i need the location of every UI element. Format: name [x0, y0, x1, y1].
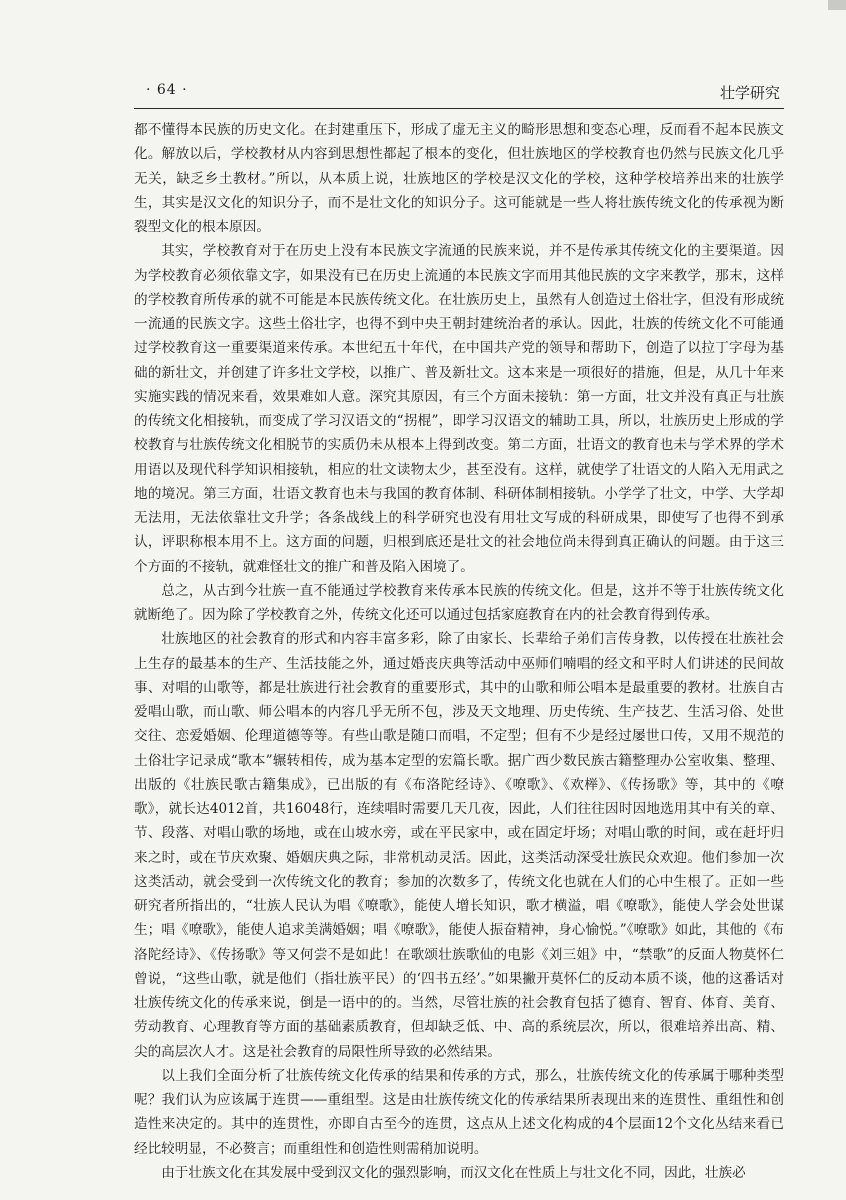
paragraph-continued: 都不懂得本民族的历史文化。在封建重压下，形成了虚无主义的畸形思想和变态心理，反而看不起本民族文化。解放以后，学校教材从内容到思想性都起了根本的变化，但壮族地区的学校教育也仍然与民族文化几乎无关，缺乏乡土教材。”所以，从本质上说，壮族地区的学校是汉文化的学校，这种学校培养出来的壮族学生，其实是汉文化的知识分子，而不是壮文化的知识分子。这可能就是一些人将壮族传统文化的传承视为断裂型文化的根本原因。	[134, 122, 784, 235]
scan-corner-mark	[828, 0, 846, 10]
article-body	[134, 118, 784, 1185]
paragraph-summary: 总之，从古到今壮族一直不能通过学校教育来传承本民族的传统文化。但是，这并不等于壮族传统文化就断绝了。因为除了学校教育之外，传统文化还可以通过包括家庭教育在内的社会教育得到传承。	[134, 582, 784, 623]
page-number: · 64 ·	[146, 82, 188, 98]
journal-title: 壮学研究	[719, 84, 780, 102]
paragraph-transmission-type: 以上我们全面分析了壮族传统文化传承的结果和传承的方式，那么，壮族传统文化的传承属于哪种类型呢？我们认为应该属于连贯——重组型。这是由壮族传统文化的传承结果所表现出来的连贯性、重组性和创造性来决定的。其中的连贯性，亦即自古至今的连贯，这点从上述文化构成的4个层面12个文化丛结来看已经比较明显，不必赘言；而重组性和创造性则需稍加说明。	[134, 1067, 784, 1157]
header-rule	[134, 108, 784, 109]
paragraph-han-influence: 由于壮族文化在其发展中受到汉文化的强烈影响，而汉文化在性质上与壮文化不同，因此，壮族必	[161, 1164, 746, 1181]
paragraph-school-education: 其实，学校教育对于在历史上没有本民族文字流通的民族来说，并不是传承其传统文化的主要渠道。因为学校教育必须依靠文字，如果没有已在历史上流通的本民族文字而用其他民族的文字来教学，那末，这样的学校教育所传承的就不可能是本民族传统文化。在壮族历史上，虽然有人创造过土俗壮字，但没有形成统一流通的民族文字。这些土俗壮字，也得不到中央王朝封建统治者的承认。因此，壮族的传统文化不可能通过学校教育这一重要渠道来传承。本世纪五十年代，在中国共产党的领导和帮助下，创造了以拉丁字母为基础的新壮文，并创建了许多壮文学校，以推广、普及新壮文。这本来是一项很好的措施，但是，从几十年来实施实践的情况来看，效果难如人意。深究其原因，有三个方面未接轨：第一方面，壮文并没有真正与壮族的传统文化相接轨，而变成了学习汉语文的“拐棍”，即学习汉语文的辅助工具，所以，壮族历史上形成的学校教育与壮族传统文化相脱节的实质仍未从根本上得到改变。第二方面，壮语文的教育也未与学术界的学术用语以及现代科学知识相接轨，相应的壮文读物太少，甚至没有。这样，就使学了壮语文的人陷入无用武之地的境况。第三方面，壮语文教育也未与我国的教育体制、科研体制相接轨。小学学了壮文，中学、大学却无法用，无法依靠壮文升学；各条战线上的科学研究也没有用壮文写成的科研成果，即使写了也得不到承认，评职称根本用不上。这方面的问题，归根到底还是壮文的社会地位尚未得到真正确认的问题。由于这三个方面的不接轨，就难怪壮文的推广和普及陷入困境了。	[134, 243, 784, 575]
running-header	[134, 82, 784, 104]
paragraph-social-education: 壮族地区的社会教育的形式和内容丰富多彩，除了由家长、长辈给子弟们言传身教，以传授在壮族社会上生存的最基本的生产、生活技能之外，通过婚丧庆典等活动中巫师们喃唱的经文和平时人们讲述的民间故事、对唱的山歌等，都是壮族进行社会教育的重要形式，其中的山歌和师公唱本是最重要的教材。壮族自古爱唱山歌，而山歌、师公唱本的内容几乎无所不包，涉及天文地理、历史传统、生产技艺、生活习俗、处世交往、恋爱婚姻、伦理道德等等。有些山歌是随口而唱，不定型；但有不少是经过屡世口传，又用不规范的土俗壮字记录成“歌本”辗转相传，成为基本定型的宏篇长歌。据广西少数民族古籍整理办公室收集、整理、出版的《壮族民歌古籍集成》，已出版的有《布洛陀经诗》、《嘹歌》、《欢榉》、《传扬歌》等，其中的《嘹歌》，就长达4012首，共16048行，连续唱时需要几天几夜，因此，人们往往因时因地选用其中有关的章、节、段落、对唱山歌的场地，或在山坡水旁，或在平民家中，或在固定圩场；对唱山歌的时间，或在赶圩归来之时，或在节庆欢聚、婚姻庆典之际，非常机动灵活。因此，这类活动深受壮族民众欢迎。他们参加一次这类活动，就会受到一次传统文化的教育；参加的次数多了，传统文化也就在人们的心中生根了。正如一些研究者所指出的，“壮族人民认为唱《嘹歌》，能使人增长知识，歌才横溢，唱《嘹歌》，能使人学会处世谋生；唱《嘹歌》，能使人追求美满婚姻；唱《嘹歌》，能使人振奋精神，身心愉悦。”《嘹歌》如此，其他的《布洛陀经诗》、《传扬歌》等又何尝不是如此！在歌颂壮族歌仙的电影《刘三姐》中，“禁歌”的反面人物莫怀仁曾说，“这些山歌，就是他们（指壮族平民）的‘四书五经’。”如果撇开莫怀仁的反动本质不谈，他的这番话对壮族传统文化的传承来说，倒是一语中的的。当然，尽管壮族的社会教育包括了德育、智育、体育、美育、劳动教育、心理教育等方面的基础素质教育，但却缺乏低、中、高的系统层次，所以，很难培养出高、精、尖的高层次人才。这是社会教育的局限性所导致的必然结果。	[134, 631, 784, 1060]
